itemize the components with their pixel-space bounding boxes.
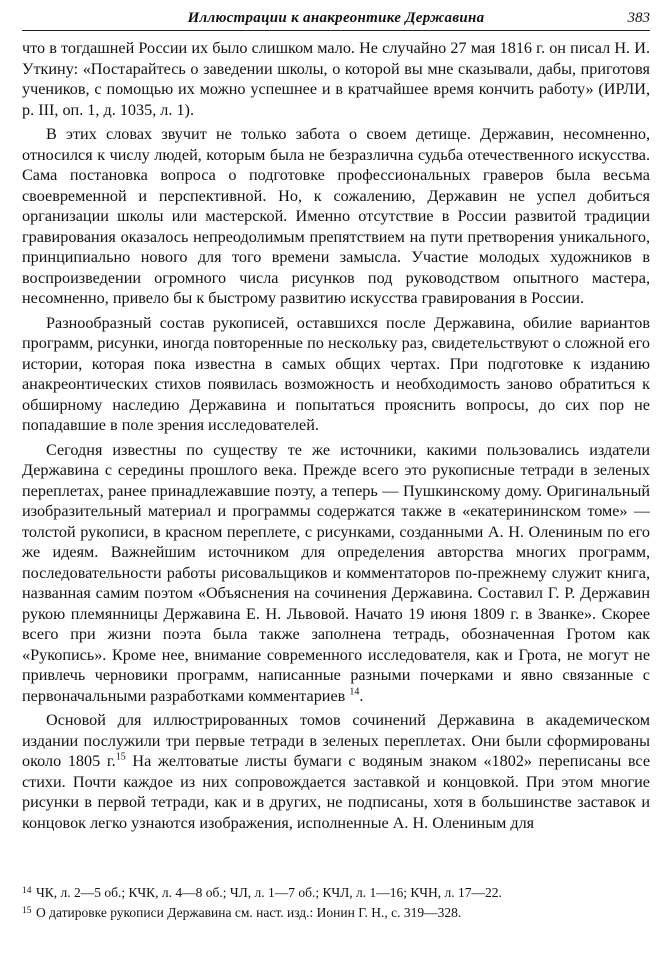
body-text [22,38,650,837]
page-number: 383 [627,10,650,26]
paragraph-4 [22,440,650,707]
footnote-15 [22,904,650,924]
running-title: Иллюстрации к анакреонтике Державина [187,10,485,26]
footnote-ref-14[interactable]: 14 [349,686,360,698]
paragraph-2: В этих словах звучит не только забота о своем детище. Державин, несомненно, относился к числу людей, которым была не безразлична судьба отечественного искусства. Сама постановка вопроса о подготовке профессиональных граверов была весьма своевременной и перспективной. Но, к сожалению, Державин не успел добиться организации школы или мастерской. Именно отсутствие в России развитой традиции гравирования оказалось непреодолимым препятствием на пути претворения уникального, принципиально нового для того времени замысла. Участие молодых художников в воспроизведении огромного числа рисунков под руководством опытного мастера, несомненно, привело бы к быстрому развитию искусства гравирования в России. [22,125,650,307]
footnote-text: ЧК, л. 2—5 об.; КЧК, л. 4—8 об.; ЧЛ, л. 1—7 об.; КЧЛ, л. 1—16; КЧН, л. 17—22. [36,885,502,900]
footnote-text: О датировке рукописи Державина см. наст. изд.: Ионин Г. Н., с. 319—328. [36,905,462,920]
footnote-14 [22,884,650,904]
paragraph-5-text-a: Основой для иллюстрированных томов сочинений Державина в академическом издании послужили три первые тетради в зеленых переплетах. Они были сформированы около 1805 г. [22,711,650,770]
footnotes [22,884,650,924]
footnote-ref-15[interactable]: 15 [115,751,126,763]
paragraph-4-end: . [359,686,364,705]
page-header [22,10,650,31]
paragraph-3: Разнообразный состав рукописей, оставшихся после Державина, обилие вариантов программ, рисунки, иногда повторенные по нескольку раз, свидетельствуют о сложной его истории, которая пока известна в самых общих чертах. При подготовке к изданию анакреонтических стихов появилась возможность и необходимость заново обратиться к обширному наследию Державина и попытаться прояснить вопросы, до сих пор не попадавшие в поле зрения исследователей. [22,313,650,434]
footnote-number: 15 [22,906,32,916]
paragraph-5 [22,710,650,833]
paragraph-5-text-b: На желтоватые листы бумаги с водяным знаком «1802» переписаны все стихи. Почти каждое из них сопровождается заставкой и концовкой. При этом многие рисунки в первой тетради, как и в других, не подписаны, хотя в большинстве заставок и концовок легко узнаются изображения, исполненные А. Н. Олениным для [22,752,651,832]
footnote-number: 14 [22,886,32,896]
paragraph-1: что в тогдашней России их было слишком мало. Не случайно 27 мая 1816 г. он писал Н. И. Уткину: «Постарайтесь о заведении школы, о которой вы мне сказывали, дабы, приготовя учеников, с помощью их можно успешнее и в кратчайшее время кончить работу» (ИРЛИ, р. III, оп. 1, д. 1035, л. 1). [22,39,650,119]
paragraph-4-text: Сегодня известны по существу те же источники, какими пользовались издатели Державина с середины прошлого века. Прежде всего это рукописные тетради в зеленых переплетах, ранее принадлежавшие поэту, а теперь — Пушкинскому дому. Оригинальный изобразительный материал и программы содержатся также в «екатерининском томе» — толстой рукописи, в красном переплете, с рисунками, созданными А. Н. Олениным по его же идеям. Важнейшим источником для определения авторства многих программ, последовательности работы рисовальщиков и комментаторов по-прежнему служит книга, названная самим поэтом «Объяснения на сочинения Державина. Составил Г. Р. Державин рукою племянницы Державина Е. Н. Львовой. Начато 19 июня 1809 г. в Званке». Скорее всего при жизни поэта была также заполнена тетрадь, обозначенная Гротом как «Рукопись». Кроме нее, внимание современного исследователя, как и Грота, не могут не привлечь черновики программ, написанные разными почерками и явно связанные с первоначальными разработками комментариев [22,440,650,705]
